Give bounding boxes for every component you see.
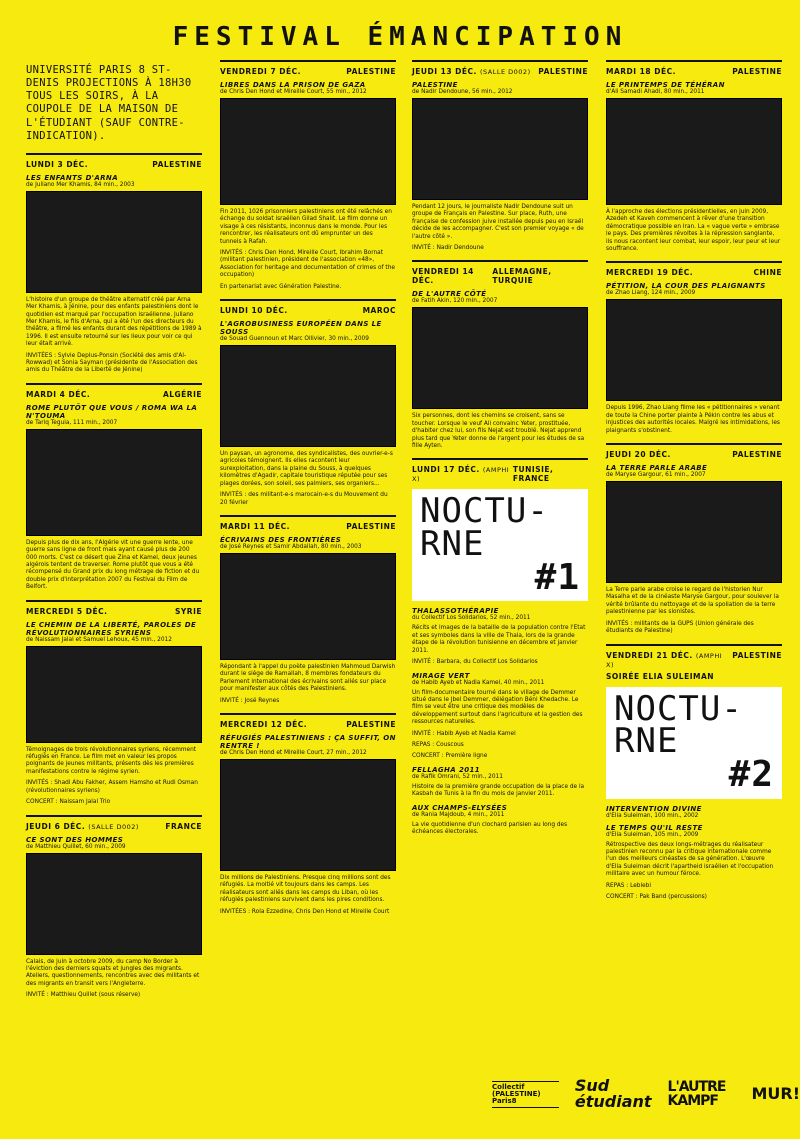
- date: JEUDI 20 DÉC.: [606, 450, 671, 460]
- date: LUNDI 3 DÉC.: [26, 159, 89, 169]
- screening-2: [26, 383, 202, 592]
- film-title: RÉFUGIÉS PALESTINIENS : ÇA SUFFIT, ON RENTRE !: [220, 733, 396, 750]
- film-description-2: Un film-documentaire tourné dans le village de Demmer situé dans le Jbel Demmer, délégation Béni Khedache. Le film se veut être une critique des modèles de développement surtout dans l'agriculture et la gestion des ressources naturelles.: [412, 689, 583, 726]
- film-title: PÉTITION, LA COUR DES PLAIGNANTS: [606, 282, 766, 291]
- film-photo: [606, 98, 782, 205]
- date: VENDREDI 14 DÉC.: [412, 267, 474, 286]
- screening-13: [606, 261, 782, 435]
- film-description-4: La vie quotidienne d'un clochard parisien au long des échéances électorales.: [412, 821, 568, 835]
- film-description: Fin 2011, 1026 prisonniers palestiniens ont été relâchés en échange du soldat israélien Gilad Shalit. Le film donne un visage à ces résistants, inconnus dans le monde. Pour les rencontrer, les réalisateurs ont dû emprunter un des tunnels à Rafah.: [220, 209, 392, 245]
- film-title: CE SONT DES HOMMES: [26, 835, 124, 844]
- screening-7: [220, 515, 396, 705]
- country: PALESTINE: [732, 450, 782, 460]
- film-title: LE CHEMIN DE LA LIBERTÉ, PAROLES DE RÉVOLUTIONNAIRES SYRIENS: [26, 620, 197, 637]
- film-description: Pendant 12 jours, le journaliste Nadir Dendoune suit un groupe de Français en Palestine. Sur place, Ruth, une française de confession juive installée depuis peu en Israël décide de les accompagner. C'est son premier voyage « de l'autre côté ».: [412, 204, 584, 240]
- country: PALESTINE: [346, 67, 396, 76]
- screening-12: [606, 60, 782, 253]
- film-photo: [220, 553, 396, 660]
- guests-2: INVITÉ : Habib Ayeb et Nadia Kamel: [412, 730, 516, 737]
- guests: INVITÉS : Chris Den Hond, Mireille Court, Ibrahim Bornat (militant palestinien, président de l'association «48», Association for heritage and documentation of crimes of the occupation): [220, 250, 395, 279]
- screening-5: [220, 60, 396, 291]
- meal: REPAS : Leblebi: [606, 882, 651, 889]
- room: (SALLE D002): [480, 68, 531, 76]
- date: MARDI 11 DÉC.: [220, 521, 290, 531]
- film-description: Depuis 1996, Zhao Liang filme les « pétitionnaires » venant de toute la Chine porter plainte à Pékin contre les abus et injustices des autorités locales. Malgré les intimidations, les plaignants s'obstinent.: [606, 405, 780, 434]
- film-credits: du Collectif Los Solidarios, 52 min., 2011: [412, 615, 531, 622]
- film-description: Six personnes, dont les chemins se croisent, sans se toucher. Lorsque le veuf Ali convainc Yeter, prostituée, d'habiter chez lui, son fils Nejat est troublé. Nejat apprend plus tard que Yeter donne de l'argent pour les études de sa fille Ayten.: [412, 413, 585, 450]
- film-title: ÉCRIVAINS DES FRONTIÈRES: [220, 535, 342, 544]
- nocturne-banner: [412, 489, 588, 601]
- country: MAROC: [362, 306, 396, 316]
- country: PALESTINE: [152, 159, 202, 169]
- country: TUNISIE, FRANCE: [512, 465, 554, 484]
- screening-4: [26, 815, 202, 1000]
- autre-kampf-logo: L'AUTRE KAMPF: [667, 1079, 726, 1109]
- column-1: [26, 60, 202, 1008]
- film-title: LE PRINTEMPS DE TÉHÉRAN: [606, 81, 725, 89]
- collectif-palestine-logo: Collectif (PALESTINE) Paris8: [492, 1081, 559, 1108]
- film-credits-2: d'Elia Suleiman, 105 min., 2009: [606, 831, 699, 838]
- column-2: [220, 60, 396, 924]
- film-description: Témoignages de trois révolutionnaires syriens, récemment réfugiés en France. Le film met en valeur les propos poignants de jeunes militants, présents dès les premières manifestations contre le régime syrien.: [26, 746, 197, 775]
- nocturne-1: [412, 458, 588, 836]
- film-credits: de Nadir Dendoune, 56 min., 2012: [412, 89, 513, 95]
- film-title: INTERVENTION DIVINE: [606, 804, 702, 813]
- guests: INVITÉES : Sylvie Deplus-Ponsin (Société des amis d'Al-Rowwad) et Sonia Sayman (présidente de l'Association des amis du Théâtre de la Liberté de Jénine): [26, 352, 198, 374]
- country: PALESTINE: [732, 650, 782, 660]
- film-description: La Terre parle arabe croise le regard de l'historien Nur Masalha et de la cinéaste Maryse Gargour, pour soulever la vérité brûlante du nettoyage et de la spoliation de la terre palestinienne par les sionistes.: [606, 587, 779, 616]
- date: JEUDI 6 DÉC.: [26, 821, 86, 831]
- screening-14: [606, 443, 782, 635]
- screening-6: [220, 299, 396, 507]
- screening-10: [412, 260, 588, 450]
- film-description: À l'approche des élections présidentielles, en juin 2009, Azedeh et Kaveh commencent à rêver d'une transition démocratique possible en Iran. La « vague verte » embrase le pays. Des premières révoltes à la répression sanglante, ils nous racontent leur combat, leur espoir, leur peur et leur souffrance.: [606, 209, 781, 253]
- country: ALLEMAGNE, TURQUIE: [492, 267, 552, 286]
- film-credits: d'Elia Suleiman, 100 min., 2002: [606, 812, 699, 819]
- guests: INVITÉS : Shadi Abu Fakher, Assem Hamsho et Rudi Osman (révolutionnaires syriens): [26, 780, 198, 794]
- film-credits: de Chris Den Hond et Mireille Court, 55 min., 2012: [220, 89, 367, 95]
- film-credits: de Zhao Liang, 124 min., 2009: [606, 290, 696, 297]
- concert: CONCERT : Naissam Jalal Trio: [26, 799, 111, 806]
- date: MARDI 4 DÉC.: [26, 389, 91, 399]
- film-title: LES ENFANTS D'ARNA: [26, 173, 119, 182]
- guests: INVITÉS : des militant-e-s marocain-e-s du Mouvement du 20 février: [220, 492, 388, 506]
- guests: INVITÉS : militants de la GUPS (Union générale des étudiants de Palestine): [606, 620, 754, 635]
- nocturne-number: #2: [728, 754, 774, 796]
- date: MERCREDI 19 DÉC.: [606, 268, 694, 278]
- country: PALESTINE: [538, 67, 588, 76]
- partner-logos: [492, 1078, 800, 1110]
- column-3: [412, 60, 588, 844]
- concert: CONCERT : Première ligne: [412, 753, 488, 760]
- date: MARDI 18 DÉC.: [606, 67, 676, 76]
- date: LUNDI 17 DÉC.: [412, 465, 480, 475]
- guests: INVITÉ : José Reynes: [220, 697, 280, 704]
- country: CHINE: [753, 268, 782, 278]
- screening-1: [26, 153, 202, 375]
- film-photo: [412, 307, 588, 409]
- meal: REPAS : Couscous: [412, 741, 464, 748]
- film-photo: [26, 429, 202, 536]
- film-credits: de Maryse Gargour, 61 min., 2007: [606, 472, 706, 479]
- film-description: Répondant à l'appel du poète palestinien Mahmoud Darwish durant le siège de Ramallah, 8 membres fondateurs du Parlement international des écrivains sont allés sur place pour manifester aux côtés des Palestiniens.: [220, 663, 396, 693]
- film-photo: [220, 98, 396, 205]
- guests: INVITÉ : Barbara, du Collectif Los Solidarios: [412, 659, 538, 666]
- mur-logo: MUR!: [751, 1084, 800, 1103]
- film-photo: [606, 299, 782, 401]
- festival-title: FESTIVAL ÉMANCIPATION: [172, 22, 628, 52]
- film-credits: de Matthieu Quillet, 60 min., 2009: [26, 843, 126, 850]
- country: SYRIE: [174, 606, 202, 616]
- film-description: Depuis plus de dix ans, l'Algérie vit une guerre lente, une guerre sans ligne de front mais ayant causé plus de 200 000 morts. C'est ce désert que Zina et Kamel, deux jeunes algérois tentent de traverser. Rome plutôt que vous a été récompensé du Grand prix du long métrage de fiction et du double prix d'interprétation 2007 du Festival du Film de Belfort.: [26, 539, 200, 591]
- film-title-2: LE TEMPS QU'IL RESTE: [606, 823, 703, 832]
- room: (SALLE D002): [88, 822, 139, 831]
- film-title-4: AUX CHAMPS-ELYSÉES: [412, 803, 508, 812]
- film-title: DE L'AUTRE CÔTÉ: [412, 290, 487, 299]
- film-credits: de Naissam Jalal et Samuel Lehoux, 45 min., 2012: [26, 636, 172, 643]
- intro-text: UNIVERSITÉ PARIS 8 ST-DENIS PROJECTIONS À 18H30 TOUS LES SOIRS, À LA COUPOLE DE LA MAISON DE L'ÉTUDIANT (SAUF CONTRE-INDICATION).: [26, 64, 192, 142]
- film-title-2: MIRAGE VERT: [412, 671, 470, 680]
- film-title: PALESTINE: [412, 81, 458, 89]
- country: PALESTINE: [732, 67, 782, 76]
- film-title: THALASSOTHÉRAPIE: [412, 607, 499, 616]
- film-photo: [26, 646, 202, 743]
- film-credits: de Chris Den Hond et Mireille Court, 27 min., 2012: [220, 749, 367, 756]
- film-credits: de Juliano Mer Khamis, 84 min., 2003: [26, 181, 135, 188]
- date: VENDREDI 7 DÉC.: [220, 67, 301, 76]
- nocturne-banner: [606, 687, 782, 799]
- concert: CONCERT : Pak Band (percussions): [606, 893, 707, 900]
- country: FRANCE: [165, 821, 202, 831]
- date: MERCREDI 12 DÉC.: [220, 719, 308, 729]
- film-credits-2: de Habib Ayeb et Nadia Kamel, 40 min., 2011: [412, 679, 545, 686]
- film-credits-4: de Rania Majdoub, 4 min., 2011: [412, 811, 505, 818]
- date: VENDREDI 21 DÉC.: [606, 650, 693, 660]
- date: MERCREDI 5 DÉC.: [26, 606, 108, 616]
- room: (AMPHI X): [412, 466, 510, 484]
- nocturne-label: NOCTU- RNE: [420, 491, 549, 564]
- screening-3: [26, 600, 202, 807]
- nocturne-number: #1: [534, 557, 580, 599]
- film-description: L'histoire d'un groupe de théâtre alternatif créé par Arna Mer Khamis, à Jénine, pour des enfants palestiniens dont le quotidien est marqué par l'occupation israélienne. Juliano Mer Khamis, le fils d'Arna, qui a été l'un des directeurs du théâtre, a filmé les enfants durant des répétitions de 1989 à 1996. Il est ensuite retourné sur les lieux pour voir ce qui leur était arrivé.: [26, 296, 202, 348]
- film-description: Récits et images de la bataille de la population contre l'Etat et ses symboles dans la ville de Thala, lors de la grande étape de la révolution tunisienne en décembre et janvier 2011.: [412, 625, 586, 654]
- film-description: Rétrospective des deux longs-métrages du réalisateur palestinien reconnu par la critique internationale comme l'un des meilleurs cinéastes de sa génération. L'œuvre d'Elia Suleiman décrit l'apartheid israélien et l'occupation militaire avec un humour féroce.: [606, 841, 774, 878]
- room: (AMPHI X): [606, 651, 723, 669]
- film-description: Un paysan, un agronome, des syndicalistes, des ouvrier-e-s agricoles témoignent. Ils elles racontent leur surexploitation, dans la plaine du Souss, à quelques kilomètres d'Agadir, capitale touristique réputée pour ses plages dorées, son soleil, ses palmiers, ses organiers...: [220, 451, 393, 487]
- film-credits: de José Reynes et Samir Abdallah, 80 min., 2003: [220, 543, 362, 550]
- film-credits-3: de Rafik Omrani, 52 min., 2011: [412, 773, 503, 780]
- film-credits: de Fatih Akin, 120 min., 2007: [412, 298, 498, 305]
- country: PALESTINE: [346, 521, 396, 531]
- film-description: Calais, de juin à octobre 2009, du camp No Border à l'éviction des derniers squats et jungles des migrants. Ateliers, questionnements, rencontres avec des militants et des migrants en transit vers l'Angleterre.: [26, 958, 200, 987]
- film-photo: [26, 853, 202, 955]
- film-credits: d'Ali Samadi Ahadi, 80 min., 2011: [606, 89, 705, 95]
- guests: INVITÉES : Rola Ezzedine, Chris Den Hond et Mireille Court: [220, 908, 390, 915]
- nocturne-label: NOCTU- RNE: [614, 688, 743, 761]
- film-title: L'AGROBUSINESS EUROPÉEN DANS LE SOUSS: [220, 320, 382, 337]
- sud-etudiant-logo: Sud étudiant: [574, 1076, 652, 1111]
- film-photo: [220, 345, 396, 447]
- column-4: [606, 60, 782, 909]
- partnership: En partenariat avec Génération Palestine.: [220, 283, 342, 290]
- film-title: LIBRES DANS LA PRISON DE GAZA: [220, 81, 366, 89]
- film-photo: [606, 481, 782, 583]
- film-title: ROME PLUTÔT QUE VOUS / ROMA WA LA N'TOUMA: [26, 403, 198, 420]
- screening-9: [412, 60, 588, 252]
- film-title-3: FELLAGHA 2011: [412, 765, 481, 774]
- film-credits: de Souad Guennoun et Marc Ollivier, 30 min., 2009: [220, 336, 369, 343]
- film-credits: de Tariq Teguia, 111 min., 2007: [26, 419, 118, 426]
- film-title: LA TERRE PARLE ARABE: [606, 464, 708, 473]
- film-photo: [220, 759, 396, 871]
- film-photo: [412, 98, 588, 200]
- film-description-3: Histoire de la première grande occupation de la place de la Kasbah de Tunis à la fin du mois de janvier 2011.: [412, 783, 585, 798]
- nocturne-2: [606, 644, 782, 902]
- guests: INVITÉ : Matthieu Quillet (sous réserve): [26, 992, 141, 999]
- date: JEUDI 13 DÉC.: [412, 67, 477, 76]
- film-photo: [26, 191, 202, 293]
- guests: INVITÉ : Nadir Dendoune: [412, 245, 484, 252]
- soiree-title: SOIRÉE ELIA SULEIMAN: [606, 671, 715, 681]
- date: LUNDI 10 DÉC.: [220, 306, 288, 316]
- country: PALESTINE: [346, 719, 396, 729]
- screening-8: [220, 713, 396, 916]
- film-description: Dix millions de Palestiniens. Presque cinq millions sont des réfugiés. La moitié vit toujours dans les camps. Les réalisateurs sont allés dans les camps du Liban, où les réfugiés palestiniens survivent dans les pires conditions.: [220, 874, 391, 904]
- country: ALGÉRIE: [162, 389, 202, 399]
